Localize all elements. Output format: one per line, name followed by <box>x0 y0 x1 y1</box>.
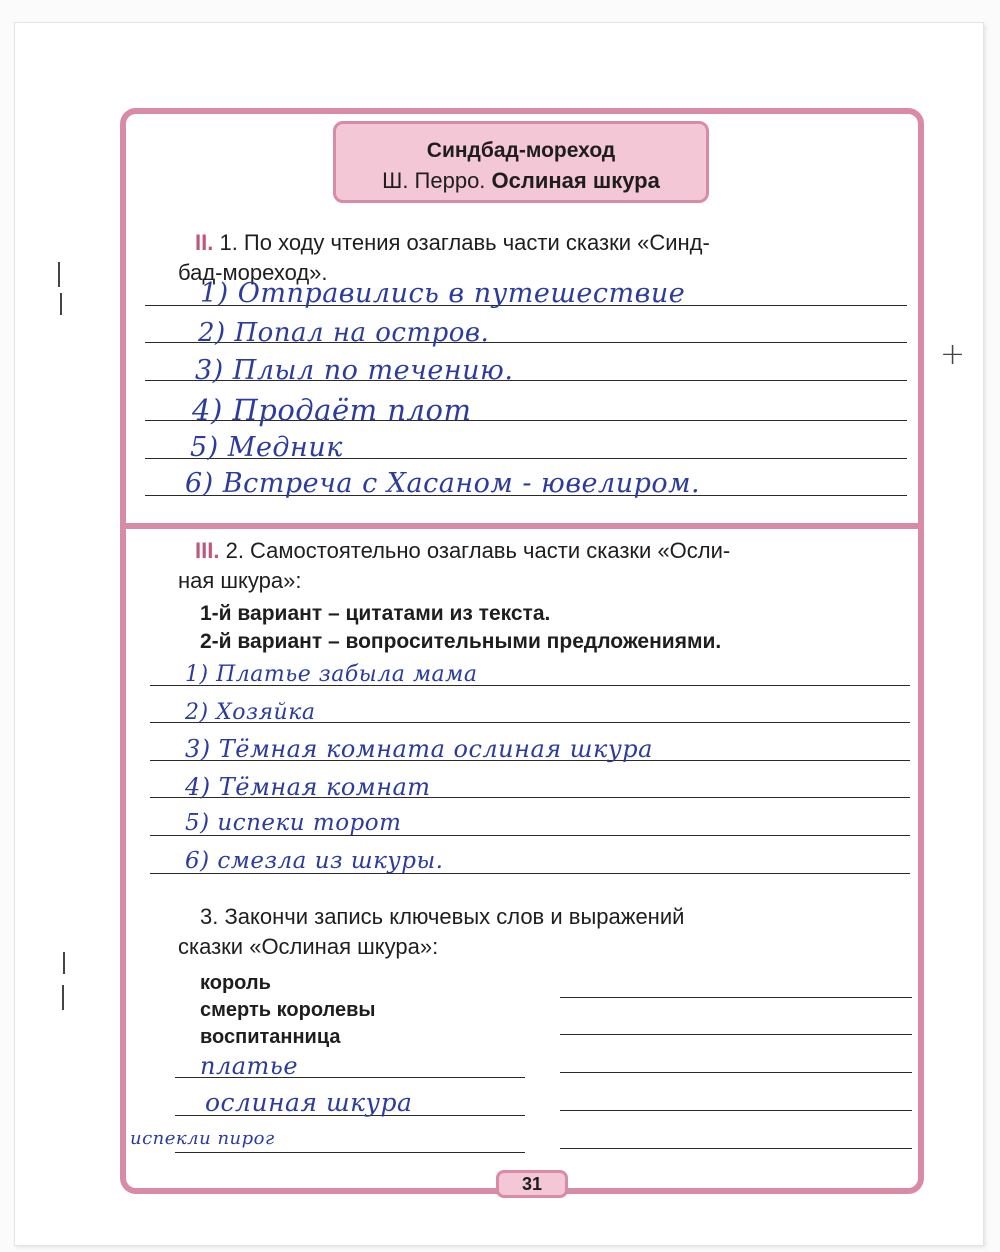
task1-instruction <box>195 228 895 258</box>
answer-line <box>560 1034 912 1035</box>
handwritten-answer: 6) Встреча с Хасаном - ювелиром. <box>185 468 701 499</box>
task2-text-line1: 2. Самостоятельно озаглавь части сказки «Осли- <box>225 538 731 563</box>
keyword: воспитанница <box>200 1026 341 1048</box>
margin-tick <box>62 985 67 1010</box>
handwritten-answer: платье <box>200 1052 299 1080</box>
task2-variant1: 1-й вариант – цитатами из текста. <box>200 602 551 625</box>
handwritten-answer: 5) Медник <box>190 432 343 463</box>
margin-tick <box>60 293 65 315</box>
task3-text-line1: 3. Закончи запись ключевых слов и выражений <box>200 904 685 929</box>
task1-roman: II. <box>195 230 214 255</box>
keyword: король <box>200 972 271 994</box>
answer-line <box>560 997 912 998</box>
handwritten-answer: 3) Плыл по течению. <box>195 355 514 386</box>
header-title-sindbad: Синдбад-мореход <box>426 139 616 162</box>
section-divider <box>120 523 924 529</box>
margin-tick <box>58 262 63 287</box>
header-tale-title: Ослиная шкура <box>491 168 660 193</box>
answer-line <box>175 1152 525 1153</box>
handwritten-answer: испекли пирог <box>130 1128 275 1149</box>
answer-line <box>560 1110 912 1111</box>
keyword: смерть королевы <box>200 999 376 1021</box>
page-header <box>333 121 709 203</box>
handwritten-answer: 4) Тёмная комнат <box>185 773 431 801</box>
handwritten-answer: 4) Продаёт плот <box>192 393 472 427</box>
handwritten-answer: 2) Хозяйка <box>185 700 316 725</box>
margin-tick <box>63 952 68 974</box>
handwritten-answer: ослиная шкура <box>205 1088 413 1117</box>
page-number: 31 <box>496 1170 568 1198</box>
header-author: Ш. Перро. <box>382 168 486 193</box>
handwritten-answer: 1) Платье забыла мама <box>185 662 478 687</box>
answer-line <box>560 1072 912 1073</box>
task2-variant2: 2-й вариант – вопросительными предложениями. <box>200 630 722 653</box>
plus-mark: + <box>940 337 966 372</box>
handwritten-answer: 5) испеки торот <box>185 810 402 836</box>
task1-text-line1: 1. По ходу чтения озаглавь части сказки «Синд- <box>219 230 710 255</box>
header-title-perrault <box>336 168 706 194</box>
task2-instruction <box>195 536 895 566</box>
handwritten-answer: 2) Попал на остров. <box>198 318 490 348</box>
handwritten-answer: 1) Отправились в путешествие <box>200 278 686 309</box>
handwritten-answer: 6) смезла из шкуры. <box>185 848 444 874</box>
task2-text-line2: ная шкура»: <box>178 568 302 593</box>
handwritten-answer: 3) Тёмная комната ослиная шкура <box>185 735 653 763</box>
task1-text-line2: бад-мореход». <box>178 260 328 285</box>
task3-text-line2: сказки «Ослиная шкура»: <box>178 934 439 959</box>
answer-line <box>560 1148 912 1149</box>
task2-roman: III. <box>195 538 220 563</box>
